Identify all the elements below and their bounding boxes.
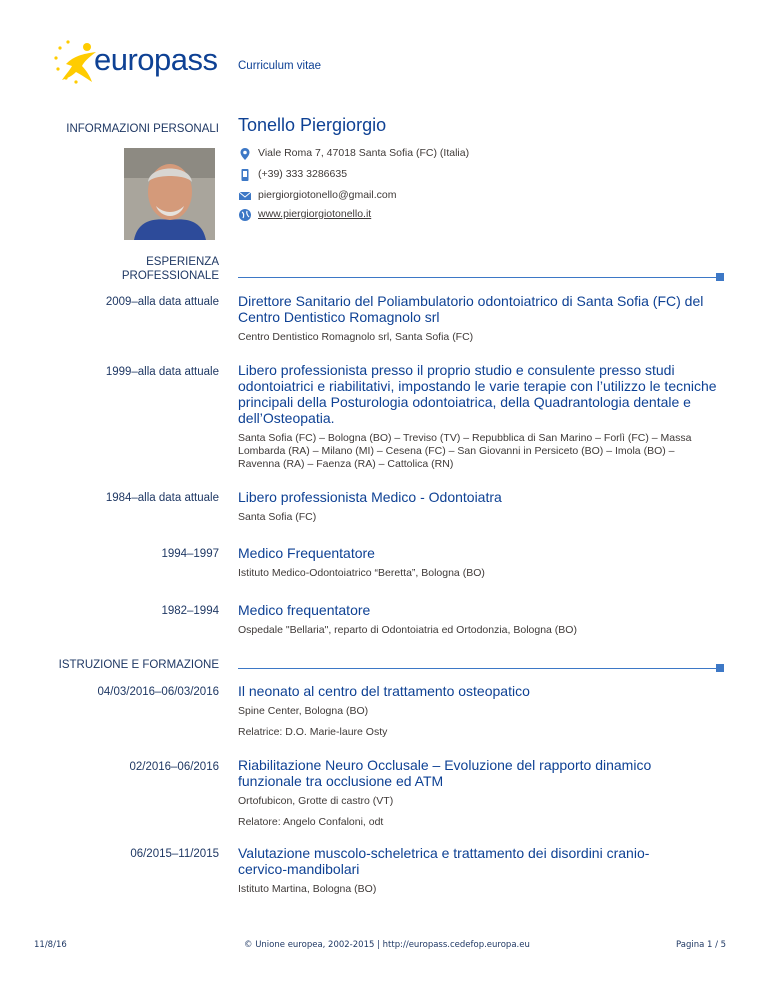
entry-title: Medico frequentatore xyxy=(238,602,371,618)
personal-section-label: INFORMAZIONI PERSONALI xyxy=(66,123,219,135)
europass-logo xyxy=(52,38,222,86)
entry-date: 1994–1997 xyxy=(161,548,219,560)
entry-date: 1982–1994 xyxy=(161,605,219,617)
entry-title: Valutazione muscolo-scheletrica e trattamento dei disordini cranio-cervico-mandibolari xyxy=(238,845,650,877)
entry-organization: Santa Sofia (FC) xyxy=(238,511,317,523)
globe-icon xyxy=(238,208,252,222)
entry-organization: Santa Sofia (FC) – Bologna (BO) – Treviso (TV) – Repubblica di San Marino – Forlì (FC) – Massa Lombarda (RA) – Milano (MI) – Cesena (FC) – San Giovanni in Persiceto (BO) – Imola (BO) – Ravenna (RA) – Faenza (RA) – Cattolica (RN) xyxy=(238,432,692,470)
entry-date: 1984–alla data attuale xyxy=(105,492,219,504)
entry-title: Direttore Sanitario del Poliambulatorio odontoiatrico di Santa Sofia (FC) del Centro Dentistico Romagnolo srl xyxy=(238,293,704,325)
entry-note: Relatrice: D.O. Marie-laure Osty xyxy=(238,726,388,738)
entry-title: Il neonato al centro del trattamento osteopatico xyxy=(238,683,530,699)
phone-text: (+39) 333 3286635 xyxy=(258,168,348,180)
entry-organization: Centro Dentistico Romagnolo srl, Santa Sofia (FC) xyxy=(238,331,474,343)
entry-organization: Spine Center, Bologna (BO) xyxy=(238,705,369,717)
entry-title: Libero professionista presso il proprio studio e consulente presso studi odontoiatrici e riabilitativi, impostando le varie terapie con l’utilizzo le tecniche principali della Posturologia odontoiatrica, della Quadrantologia dentale e dell’Osteopatia. xyxy=(238,362,717,426)
entry-note: Relatore: Angelo Confaloni, odt xyxy=(238,816,384,828)
profile-photo xyxy=(124,148,215,240)
entry-organization: Istituto Martina, Bologna (BO) xyxy=(238,883,377,895)
footer-copyright: © Unione europea, 2002-2015 | http://europass.cedefop.europa.eu xyxy=(244,940,530,950)
entry-date: 2009–alla data attuale xyxy=(105,296,219,308)
envelope-icon xyxy=(238,189,252,203)
mobile-phone-icon xyxy=(238,168,252,182)
document-type: Curriculum vitae xyxy=(238,60,322,72)
entry-title: Libero professionista Medico - Odontoiatra xyxy=(238,489,502,505)
website-link[interactable]: www.piergiorgiotonello.it xyxy=(258,208,372,220)
footer-page-number: Pagina 1 / 5 xyxy=(676,940,727,950)
section-divider xyxy=(238,277,718,278)
person-name: Tonello Piergiorgio xyxy=(238,115,387,135)
address-text: Viale Roma 7, 47018 Santa Sofia (FC) (Italia) xyxy=(258,147,470,159)
entry-organization: Istituto Medico-Odontoiatrico “Beretta”, Bologna (BO) xyxy=(238,567,485,579)
email-text[interactable]: piergiorgiotonello@gmail.com xyxy=(258,189,397,201)
logo-text: europass xyxy=(94,42,218,77)
experience-section-label: ESPERIENZA PROFESSIONALE xyxy=(121,256,219,282)
section-divider xyxy=(238,668,718,669)
entry-organization: Ortofubicon, Grotte di castro (VT) xyxy=(238,795,394,807)
entry-date: 1999–alla data attuale xyxy=(105,366,219,378)
education-section-label: ISTRUZIONE E FORMAZIONE xyxy=(58,659,219,671)
entry-date: 04/03/2016–06/03/2016 xyxy=(97,686,219,698)
location-pin-icon xyxy=(238,147,252,161)
entry-date: 02/2016–06/2016 xyxy=(129,761,219,773)
section-divider-marker xyxy=(716,664,724,672)
entry-organization: Ospedale "Bellaria", reparto di Odontoiatria ed Ortodonzia, Bologna (BO) xyxy=(238,624,577,636)
entry-title: Riabilitazione Neuro Occlusale – Evoluzione del rapporto dinamico funzionale tra occlusione ed ATM xyxy=(238,757,652,789)
entry-date: 06/2015–11/2015 xyxy=(130,848,219,860)
entry-title: Medico Frequentatore xyxy=(238,545,375,561)
footer-date: 11/8/16 xyxy=(34,940,67,950)
section-divider-marker xyxy=(716,273,724,281)
